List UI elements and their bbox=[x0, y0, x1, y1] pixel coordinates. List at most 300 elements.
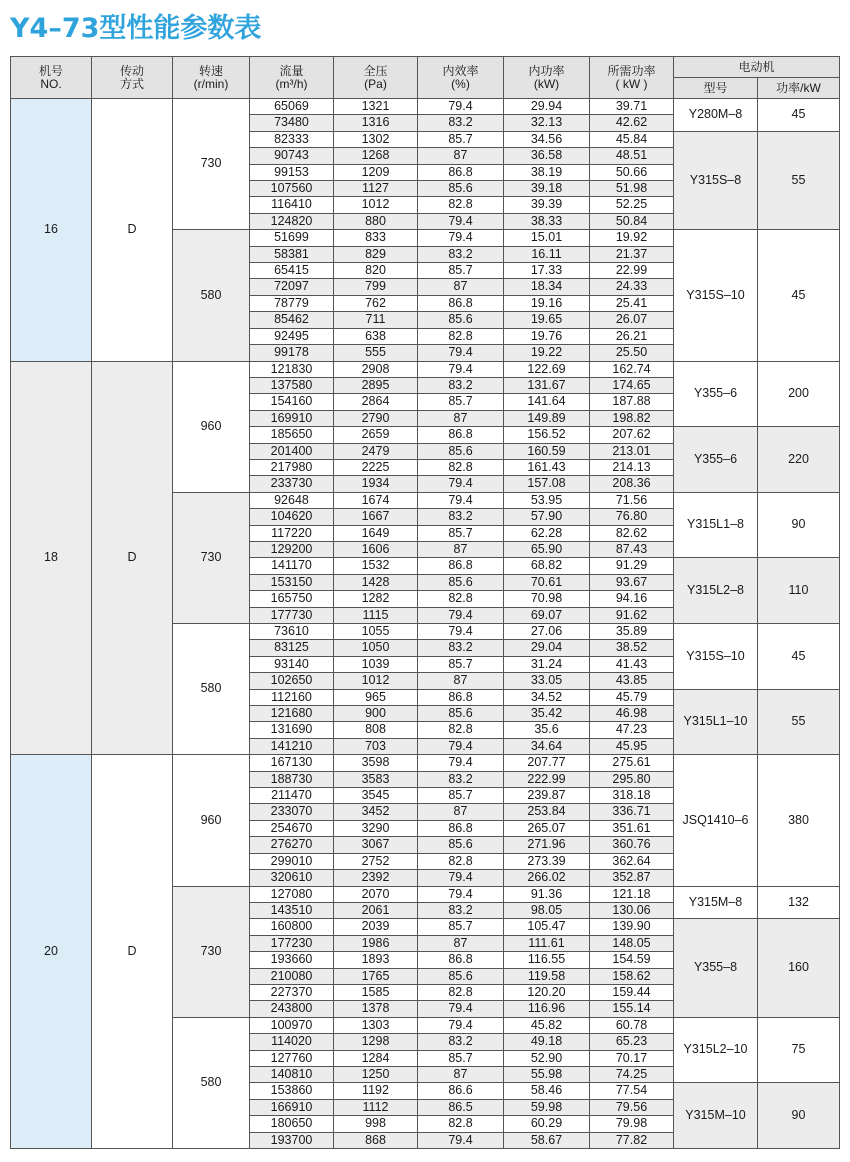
efficiency-cell: 79.4 bbox=[418, 361, 504, 377]
motor-power-cell: 380 bbox=[758, 755, 840, 886]
flow-cell: 299010 bbox=[250, 853, 334, 869]
motor-power-cell: 45 bbox=[758, 624, 840, 690]
pressure-cell: 1192 bbox=[334, 1083, 418, 1099]
efficiency-cell: 85.7 bbox=[418, 394, 504, 410]
flow-cell: 160800 bbox=[250, 919, 334, 935]
flow-cell: 154160 bbox=[250, 394, 334, 410]
pressure-cell: 1298 bbox=[334, 1034, 418, 1050]
flow-cell: 127080 bbox=[250, 886, 334, 902]
pressure-cell: 829 bbox=[334, 246, 418, 262]
pressure-cell: 762 bbox=[334, 295, 418, 311]
required-power-cell: 76.80 bbox=[590, 509, 674, 525]
internal-power-cell: 16.11 bbox=[504, 246, 590, 262]
internal-power-cell: 29.94 bbox=[504, 99, 590, 115]
internal-power-cell: 161.43 bbox=[504, 459, 590, 475]
pressure-cell: 3067 bbox=[334, 837, 418, 853]
motor-model-cell: Y355–6 bbox=[674, 361, 758, 427]
efficiency-cell: 79.4 bbox=[418, 99, 504, 115]
flow-cell: 167130 bbox=[250, 755, 334, 771]
motor-model-cell: Y315M–8 bbox=[674, 886, 758, 919]
required-power-cell: 214.13 bbox=[590, 459, 674, 475]
machine-no-cell: 18 bbox=[11, 361, 92, 755]
efficiency-cell: 87 bbox=[418, 673, 504, 689]
required-power-cell: 159.44 bbox=[590, 984, 674, 1000]
required-power-cell: 46.98 bbox=[590, 706, 674, 722]
internal-power-cell: 222.99 bbox=[504, 771, 590, 787]
efficiency-cell: 79.4 bbox=[418, 738, 504, 754]
required-power-cell: 79.98 bbox=[590, 1116, 674, 1132]
efficiency-cell: 86.8 bbox=[418, 427, 504, 443]
motor-model-cell: Y280M–8 bbox=[674, 99, 758, 132]
required-power-cell: 213.01 bbox=[590, 443, 674, 459]
pressure-cell: 1050 bbox=[334, 640, 418, 656]
efficiency-cell: 85.7 bbox=[418, 525, 504, 541]
required-power-cell: 94.16 bbox=[590, 591, 674, 607]
header-required-power: 所需功率 ( kW ) bbox=[590, 57, 674, 99]
pressure-cell: 808 bbox=[334, 722, 418, 738]
pressure-cell: 3452 bbox=[334, 804, 418, 820]
motor-model-cell: Y355–6 bbox=[674, 427, 758, 493]
flow-cell: 188730 bbox=[250, 771, 334, 787]
required-power-cell: 50.66 bbox=[590, 164, 674, 180]
header-internal-power: 内功率 (kW) bbox=[504, 57, 590, 99]
required-power-cell: 45.84 bbox=[590, 131, 674, 147]
internal-power-cell: 19.22 bbox=[504, 345, 590, 361]
efficiency-cell: 79.4 bbox=[418, 230, 504, 246]
internal-power-cell: 253.84 bbox=[504, 804, 590, 820]
flow-cell: 243800 bbox=[250, 1001, 334, 1017]
header-motor-model: 型号 bbox=[674, 78, 758, 99]
required-power-cell: 82.62 bbox=[590, 525, 674, 541]
required-power-cell: 39.71 bbox=[590, 99, 674, 115]
internal-power-cell: 266.02 bbox=[504, 870, 590, 886]
pressure-cell: 1012 bbox=[334, 197, 418, 213]
flow-cell: 177230 bbox=[250, 935, 334, 951]
flow-cell: 112160 bbox=[250, 689, 334, 705]
required-power-cell: 360.76 bbox=[590, 837, 674, 853]
efficiency-cell: 83.2 bbox=[418, 377, 504, 393]
motor-power-cell: 75 bbox=[758, 1017, 840, 1083]
efficiency-cell: 85.7 bbox=[418, 1050, 504, 1066]
required-power-cell: 362.64 bbox=[590, 853, 674, 869]
motor-model-cell: Y315L2–10 bbox=[674, 1017, 758, 1083]
pressure-cell: 868 bbox=[334, 1132, 418, 1148]
pressure-cell: 1585 bbox=[334, 984, 418, 1000]
flow-cell: 116410 bbox=[250, 197, 334, 213]
pressure-cell: 3598 bbox=[334, 755, 418, 771]
flow-cell: 193700 bbox=[250, 1132, 334, 1148]
drive-cell: D bbox=[92, 361, 173, 755]
internal-power-cell: 120.20 bbox=[504, 984, 590, 1000]
required-power-cell: 158.62 bbox=[590, 968, 674, 984]
pressure-cell: 3290 bbox=[334, 820, 418, 836]
flow-cell: 153150 bbox=[250, 574, 334, 590]
required-power-cell: 51.98 bbox=[590, 181, 674, 197]
efficiency-cell: 79.4 bbox=[418, 624, 504, 640]
table-row bbox=[11, 99, 840, 115]
flow-cell: 127760 bbox=[250, 1050, 334, 1066]
flow-cell: 180650 bbox=[250, 1116, 334, 1132]
internal-power-cell: 39.39 bbox=[504, 197, 590, 213]
pressure-cell: 1321 bbox=[334, 99, 418, 115]
page-title: Y4–73型性能参数表 bbox=[10, 13, 262, 44]
internal-power-cell: 34.52 bbox=[504, 689, 590, 705]
pressure-cell: 1209 bbox=[334, 164, 418, 180]
pressure-cell: 799 bbox=[334, 279, 418, 295]
speed-cell: 730 bbox=[173, 99, 250, 230]
required-power-cell: 208.36 bbox=[590, 476, 674, 492]
header-motor: 电动机 bbox=[674, 57, 840, 78]
motor-power-cell: 110 bbox=[758, 558, 840, 624]
pressure-cell: 3545 bbox=[334, 788, 418, 804]
flow-cell: 141170 bbox=[250, 558, 334, 574]
internal-power-cell: 36.58 bbox=[504, 148, 590, 164]
flow-cell: 227370 bbox=[250, 984, 334, 1000]
required-power-cell: 25.41 bbox=[590, 295, 674, 311]
flow-cell: 73480 bbox=[250, 115, 334, 131]
required-power-cell: 22.99 bbox=[590, 263, 674, 279]
efficiency-cell: 85.7 bbox=[418, 263, 504, 279]
efficiency-cell: 86.6 bbox=[418, 1083, 504, 1099]
flow-cell: 104620 bbox=[250, 509, 334, 525]
required-power-cell: 24.33 bbox=[590, 279, 674, 295]
performance-table bbox=[10, 56, 840, 1149]
required-power-cell: 155.14 bbox=[590, 1001, 674, 1017]
efficiency-cell: 87 bbox=[418, 935, 504, 951]
pressure-cell: 1284 bbox=[334, 1050, 418, 1066]
pressure-cell: 2752 bbox=[334, 853, 418, 869]
pressure-cell: 555 bbox=[334, 345, 418, 361]
flow-cell: 82333 bbox=[250, 131, 334, 147]
flow-cell: 93140 bbox=[250, 656, 334, 672]
pressure-cell: 2392 bbox=[334, 870, 418, 886]
efficiency-cell: 87 bbox=[418, 410, 504, 426]
internal-power-cell: 31.24 bbox=[504, 656, 590, 672]
pressure-cell: 2908 bbox=[334, 361, 418, 377]
pressure-cell: 1112 bbox=[334, 1099, 418, 1115]
required-power-cell: 351.61 bbox=[590, 820, 674, 836]
internal-power-cell: 52.90 bbox=[504, 1050, 590, 1066]
pressure-cell: 2061 bbox=[334, 902, 418, 918]
efficiency-cell: 85.6 bbox=[418, 837, 504, 853]
flow-cell: 85462 bbox=[250, 312, 334, 328]
internal-power-cell: 49.18 bbox=[504, 1034, 590, 1050]
required-power-cell: 336.71 bbox=[590, 804, 674, 820]
internal-power-cell: 122.69 bbox=[504, 361, 590, 377]
pressure-cell: 1303 bbox=[334, 1017, 418, 1033]
flow-cell: 217980 bbox=[250, 459, 334, 475]
header-pressure: 全压 (Pa) bbox=[334, 57, 418, 99]
required-power-cell: 187.88 bbox=[590, 394, 674, 410]
efficiency-cell: 83.2 bbox=[418, 640, 504, 656]
internal-power-cell: 273.39 bbox=[504, 853, 590, 869]
efficiency-cell: 82.8 bbox=[418, 853, 504, 869]
internal-power-cell: 27.06 bbox=[504, 624, 590, 640]
pressure-cell: 703 bbox=[334, 738, 418, 754]
motor-model-cell: Y315L1–8 bbox=[674, 492, 758, 558]
internal-power-cell: 62.28 bbox=[504, 525, 590, 541]
flow-cell: 124820 bbox=[250, 213, 334, 229]
motor-model-cell: Y315L1–10 bbox=[674, 689, 758, 755]
efficiency-cell: 86.8 bbox=[418, 295, 504, 311]
pressure-cell: 1115 bbox=[334, 607, 418, 623]
efficiency-cell: 85.6 bbox=[418, 574, 504, 590]
pressure-cell: 2895 bbox=[334, 377, 418, 393]
internal-power-cell: 131.67 bbox=[504, 377, 590, 393]
efficiency-cell: 86.5 bbox=[418, 1099, 504, 1115]
required-power-cell: 26.21 bbox=[590, 328, 674, 344]
efficiency-cell: 86.8 bbox=[418, 558, 504, 574]
table-row bbox=[11, 755, 840, 771]
required-power-cell: 121.18 bbox=[590, 886, 674, 902]
flow-cell: 233070 bbox=[250, 804, 334, 820]
motor-power-cell: 200 bbox=[758, 361, 840, 427]
drive-cell: D bbox=[92, 99, 173, 362]
flow-cell: 114020 bbox=[250, 1034, 334, 1050]
flow-cell: 254670 bbox=[250, 820, 334, 836]
efficiency-cell: 82.8 bbox=[418, 591, 504, 607]
motor-model-cell: Y315S–8 bbox=[674, 131, 758, 229]
pressure-cell: 2039 bbox=[334, 919, 418, 935]
pressure-cell: 2659 bbox=[334, 427, 418, 443]
flow-cell: 131690 bbox=[250, 722, 334, 738]
internal-power-cell: 59.98 bbox=[504, 1099, 590, 1115]
flow-cell: 92495 bbox=[250, 328, 334, 344]
efficiency-cell: 85.7 bbox=[418, 788, 504, 804]
efficiency-cell: 79.4 bbox=[418, 1017, 504, 1033]
efficiency-cell: 82.8 bbox=[418, 984, 504, 1000]
required-power-cell: 43.85 bbox=[590, 673, 674, 689]
pressure-cell: 1893 bbox=[334, 952, 418, 968]
header-speed: 转速 (r/min) bbox=[173, 57, 250, 99]
required-power-cell: 162.74 bbox=[590, 361, 674, 377]
internal-power-cell: 33.05 bbox=[504, 673, 590, 689]
speed-cell: 730 bbox=[173, 886, 250, 1017]
required-power-cell: 26.07 bbox=[590, 312, 674, 328]
motor-model-cell: Y355–8 bbox=[674, 919, 758, 1017]
required-power-cell: 74.25 bbox=[590, 1066, 674, 1082]
efficiency-cell: 85.7 bbox=[418, 656, 504, 672]
pressure-cell: 2479 bbox=[334, 443, 418, 459]
pressure-cell: 1250 bbox=[334, 1066, 418, 1082]
efficiency-cell: 86.8 bbox=[418, 689, 504, 705]
efficiency-cell: 85.7 bbox=[418, 919, 504, 935]
motor-power-cell: 90 bbox=[758, 1083, 840, 1149]
pressure-cell: 880 bbox=[334, 213, 418, 229]
flow-cell: 185650 bbox=[250, 427, 334, 443]
pressure-cell: 1532 bbox=[334, 558, 418, 574]
motor-power-cell: 55 bbox=[758, 131, 840, 229]
internal-power-cell: 34.64 bbox=[504, 738, 590, 754]
efficiency-cell: 82.8 bbox=[418, 459, 504, 475]
efficiency-cell: 79.4 bbox=[418, 870, 504, 886]
internal-power-cell: 111.61 bbox=[504, 935, 590, 951]
pressure-cell: 1765 bbox=[334, 968, 418, 984]
efficiency-cell: 82.8 bbox=[418, 722, 504, 738]
pressure-cell: 1012 bbox=[334, 673, 418, 689]
required-power-cell: 52.25 bbox=[590, 197, 674, 213]
drive-cell: D bbox=[92, 755, 173, 1149]
flow-cell: 137580 bbox=[250, 377, 334, 393]
pressure-cell: 2790 bbox=[334, 410, 418, 426]
required-power-cell: 130.06 bbox=[590, 902, 674, 918]
internal-power-cell: 29.04 bbox=[504, 640, 590, 656]
internal-power-cell: 105.47 bbox=[504, 919, 590, 935]
efficiency-cell: 79.4 bbox=[418, 755, 504, 771]
efficiency-cell: 79.4 bbox=[418, 1001, 504, 1017]
efficiency-cell: 85.6 bbox=[418, 968, 504, 984]
internal-power-cell: 69.07 bbox=[504, 607, 590, 623]
pressure-cell: 3583 bbox=[334, 771, 418, 787]
efficiency-cell: 79.4 bbox=[418, 492, 504, 508]
efficiency-cell: 87 bbox=[418, 148, 504, 164]
internal-power-cell: 70.98 bbox=[504, 591, 590, 607]
internal-power-cell: 18.34 bbox=[504, 279, 590, 295]
required-power-cell: 275.61 bbox=[590, 755, 674, 771]
machine-no-cell: 16 bbox=[11, 99, 92, 362]
internal-power-cell: 19.76 bbox=[504, 328, 590, 344]
motor-model-cell: Y315L2–8 bbox=[674, 558, 758, 624]
pressure-cell: 2864 bbox=[334, 394, 418, 410]
pressure-cell: 1606 bbox=[334, 541, 418, 557]
required-power-cell: 139.90 bbox=[590, 919, 674, 935]
efficiency-cell: 83.2 bbox=[418, 509, 504, 525]
flow-cell: 65069 bbox=[250, 99, 334, 115]
motor-power-cell: 132 bbox=[758, 886, 840, 919]
internal-power-cell: 39.18 bbox=[504, 181, 590, 197]
pressure-cell: 1986 bbox=[334, 935, 418, 951]
required-power-cell: 71.56 bbox=[590, 492, 674, 508]
internal-power-cell: 19.65 bbox=[504, 312, 590, 328]
flow-cell: 165750 bbox=[250, 591, 334, 607]
pressure-cell: 1649 bbox=[334, 525, 418, 541]
internal-power-cell: 141.64 bbox=[504, 394, 590, 410]
internal-power-cell: 35.42 bbox=[504, 706, 590, 722]
flow-cell: 153860 bbox=[250, 1083, 334, 1099]
required-power-cell: 91.29 bbox=[590, 558, 674, 574]
efficiency-cell: 87 bbox=[418, 1066, 504, 1082]
efficiency-cell: 85.6 bbox=[418, 312, 504, 328]
efficiency-cell: 83.2 bbox=[418, 902, 504, 918]
required-power-cell: 352.87 bbox=[590, 870, 674, 886]
motor-model-cell: Y315S–10 bbox=[674, 230, 758, 361]
efficiency-cell: 85.7 bbox=[418, 131, 504, 147]
flow-cell: 99178 bbox=[250, 345, 334, 361]
flow-cell: 166910 bbox=[250, 1099, 334, 1115]
internal-power-cell: 156.52 bbox=[504, 427, 590, 443]
internal-power-cell: 116.55 bbox=[504, 952, 590, 968]
flow-cell: 102650 bbox=[250, 673, 334, 689]
efficiency-cell: 87 bbox=[418, 541, 504, 557]
pressure-cell: 965 bbox=[334, 689, 418, 705]
required-power-cell: 50.84 bbox=[590, 213, 674, 229]
flow-cell: 140810 bbox=[250, 1066, 334, 1082]
flow-cell: 121830 bbox=[250, 361, 334, 377]
required-power-cell: 174.65 bbox=[590, 377, 674, 393]
internal-power-cell: 60.29 bbox=[504, 1116, 590, 1132]
motor-power-cell: 45 bbox=[758, 230, 840, 361]
flow-cell: 65415 bbox=[250, 263, 334, 279]
efficiency-cell: 87 bbox=[418, 279, 504, 295]
efficiency-cell: 79.4 bbox=[418, 345, 504, 361]
flow-cell: 92648 bbox=[250, 492, 334, 508]
header-motor-power: 功率/kW bbox=[758, 78, 840, 99]
motor-power-cell: 90 bbox=[758, 492, 840, 558]
internal-power-cell: 207.77 bbox=[504, 755, 590, 771]
required-power-cell: 87.43 bbox=[590, 541, 674, 557]
internal-power-cell: 55.98 bbox=[504, 1066, 590, 1082]
flow-cell: 90743 bbox=[250, 148, 334, 164]
header-flow: 流量 (m³/h) bbox=[250, 57, 334, 99]
internal-power-cell: 98.05 bbox=[504, 902, 590, 918]
flow-cell: 107560 bbox=[250, 181, 334, 197]
motor-power-cell: 220 bbox=[758, 427, 840, 493]
internal-power-cell: 15.01 bbox=[504, 230, 590, 246]
required-power-cell: 21.37 bbox=[590, 246, 674, 262]
efficiency-cell: 82.8 bbox=[418, 1116, 504, 1132]
header-drive: 传动 方式 bbox=[92, 57, 173, 99]
internal-power-cell: 239.87 bbox=[504, 788, 590, 804]
internal-power-cell: 157.08 bbox=[504, 476, 590, 492]
efficiency-cell: 82.8 bbox=[418, 197, 504, 213]
flow-cell: 193660 bbox=[250, 952, 334, 968]
internal-power-cell: 57.90 bbox=[504, 509, 590, 525]
required-power-cell: 154.59 bbox=[590, 952, 674, 968]
internal-power-cell: 160.59 bbox=[504, 443, 590, 459]
efficiency-cell: 87 bbox=[418, 804, 504, 820]
required-power-cell: 35.89 bbox=[590, 624, 674, 640]
motor-model-cell: JSQ1410–6 bbox=[674, 755, 758, 886]
pressure-cell: 1127 bbox=[334, 181, 418, 197]
flow-cell: 320610 bbox=[250, 870, 334, 886]
internal-power-cell: 45.82 bbox=[504, 1017, 590, 1033]
flow-cell: 51699 bbox=[250, 230, 334, 246]
efficiency-cell: 79.4 bbox=[418, 607, 504, 623]
required-power-cell: 41.43 bbox=[590, 656, 674, 672]
pressure-cell: 2225 bbox=[334, 459, 418, 475]
flow-cell: 276270 bbox=[250, 837, 334, 853]
pressure-cell: 900 bbox=[334, 706, 418, 722]
efficiency-cell: 79.4 bbox=[418, 213, 504, 229]
internal-power-cell: 271.96 bbox=[504, 837, 590, 853]
flow-cell: 117220 bbox=[250, 525, 334, 541]
efficiency-cell: 86.8 bbox=[418, 952, 504, 968]
header-machine-no: 机号 NO. bbox=[11, 57, 92, 99]
internal-power-cell: 70.61 bbox=[504, 574, 590, 590]
internal-power-cell: 65.90 bbox=[504, 541, 590, 557]
required-power-cell: 318.18 bbox=[590, 788, 674, 804]
internal-power-cell: 38.33 bbox=[504, 213, 590, 229]
required-power-cell: 48.51 bbox=[590, 148, 674, 164]
flow-cell: 99153 bbox=[250, 164, 334, 180]
required-power-cell: 93.67 bbox=[590, 574, 674, 590]
pressure-cell: 638 bbox=[334, 328, 418, 344]
internal-power-cell: 265.07 bbox=[504, 820, 590, 836]
internal-power-cell: 149.89 bbox=[504, 410, 590, 426]
pressure-cell: 1378 bbox=[334, 1001, 418, 1017]
required-power-cell: 207.62 bbox=[590, 427, 674, 443]
required-power-cell: 47.23 bbox=[590, 722, 674, 738]
flow-cell: 177730 bbox=[250, 607, 334, 623]
efficiency-cell: 85.6 bbox=[418, 443, 504, 459]
required-power-cell: 295.80 bbox=[590, 771, 674, 787]
required-power-cell: 91.62 bbox=[590, 607, 674, 623]
efficiency-cell: 82.8 bbox=[418, 328, 504, 344]
pressure-cell: 1674 bbox=[334, 492, 418, 508]
pressure-cell: 1268 bbox=[334, 148, 418, 164]
pressure-cell: 1039 bbox=[334, 656, 418, 672]
machine-no-cell: 20 bbox=[11, 755, 92, 1149]
